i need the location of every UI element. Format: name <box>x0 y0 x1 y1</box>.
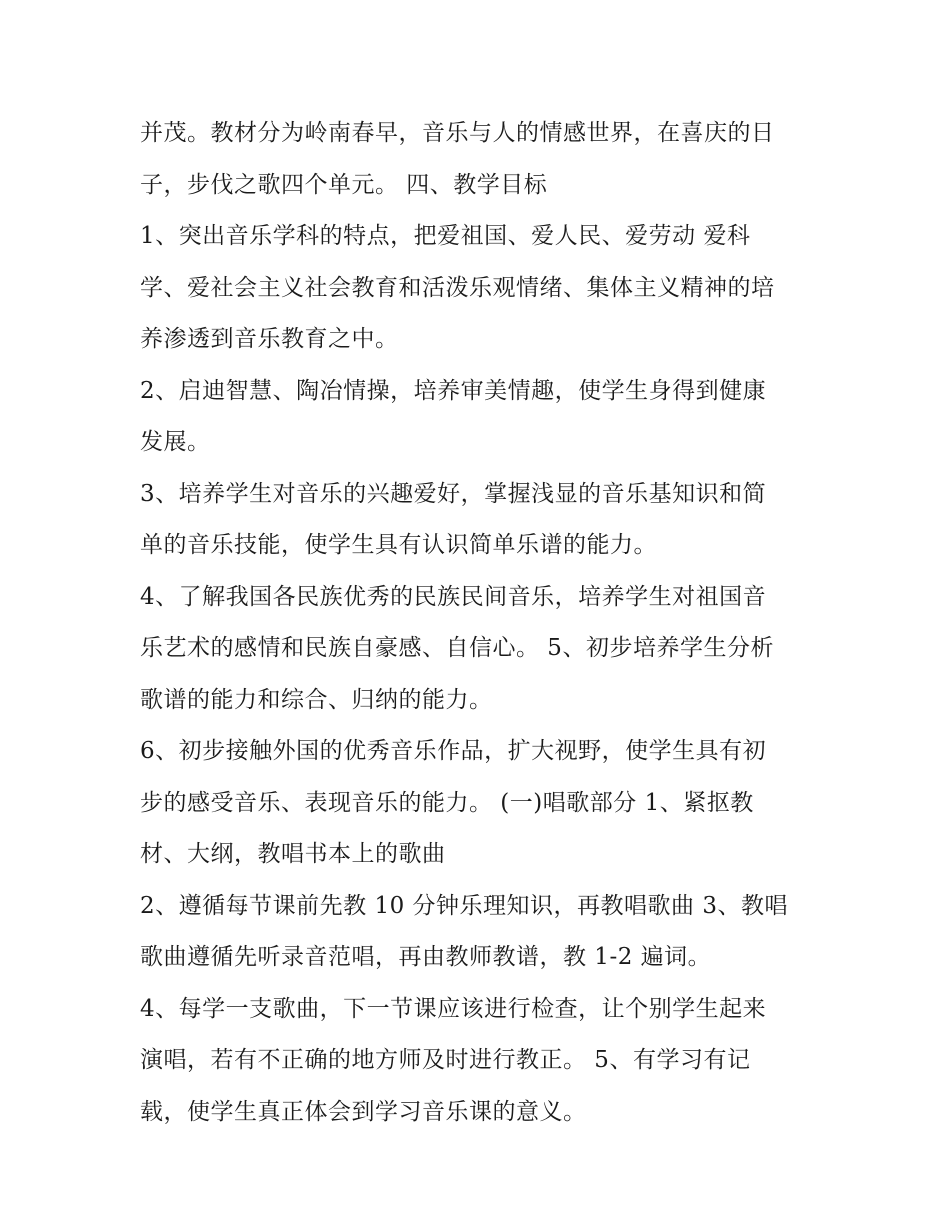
text-line: 载，使学生真正体会到学习音乐课的意义。 <box>140 1098 587 1125</box>
text-line: 3、培养学生对音乐的兴趣爱好，掌握浅显的音乐基知识和简 <box>140 480 767 507</box>
text-line: 演唱，若有不正确的地方师及时进行教正。 5、有学习有记 <box>140 1047 751 1073</box>
text-line: 1、突出音乐学科的特点，把爱祖国、爱人民、爱劳动 爱科 <box>140 223 751 249</box>
text-line: 2、遵循每节课前先教 10 分钟乐理知识，再教唱歌曲 3、教唱 <box>140 892 788 919</box>
text-line: 子，步伐之歌四个单元。 四、教学目标 <box>140 171 548 198</box>
text-line: 2、启迪智慧、陶冶情操，培养审美情趣，使学生身得到健康 <box>140 377 767 404</box>
text-line: 乐艺术的感情和民族自豪感、自信心。 5、初步培养学生分析 <box>140 635 774 661</box>
text-line: 步的感受音乐、表现音乐的能力。 (一)唱歌部分 1、紧抠教 <box>140 789 754 816</box>
text-line: 并茂。教材分为岭南春早，音乐与人的情感世界，在喜庆的日 <box>140 120 775 146</box>
body-text <box>140 108 820 1138</box>
text-line: 养渗透到音乐教育之中。 <box>140 326 399 352</box>
text-line: 歌谱的能力和综合、归纳的能力。 <box>140 686 493 713</box>
text-line: 4、了解我国各民族优秀的民族民间音乐，培养学生对祖国音 <box>140 583 767 610</box>
text-line: 单的音乐技能，使学生具有认识简单乐谱的能力。 <box>140 532 657 558</box>
text-line: 学、爱社会主义社会教育和活泼乐观情绪、集体主义精神的培 <box>140 274 775 301</box>
text-line: 6、初步接触外国的优秀音乐作品，扩大视野，使学生具有初 <box>140 738 767 764</box>
text-line: 发展。 <box>140 429 211 455</box>
text-line: 材、大纲，教唱书本上的歌曲 <box>140 841 446 867</box>
text-line: 4、每学一支歌曲，下一节课应该进行检查，让个别学生起来 <box>140 995 767 1022</box>
text-line: 歌曲遵循先听录音范唱，再由教师教谱，教 1-2 遍词。 <box>140 944 712 970</box>
